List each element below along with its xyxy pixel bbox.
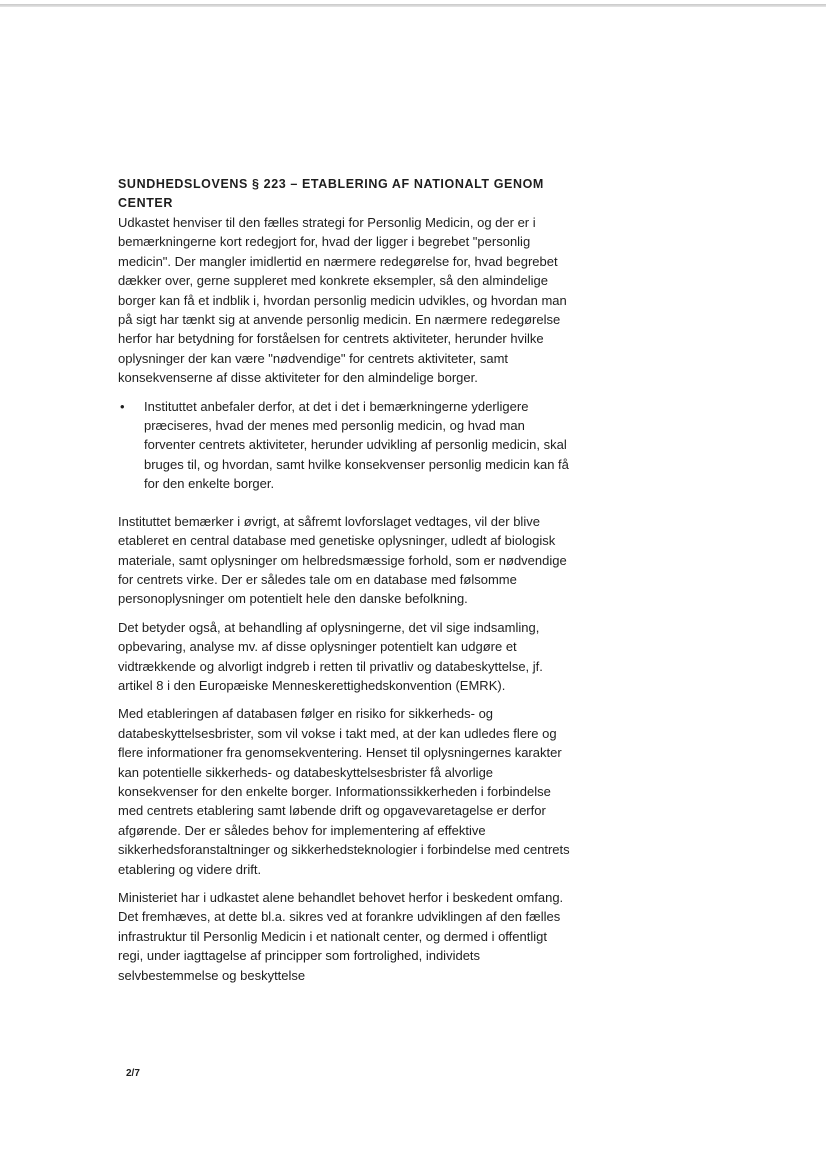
section-heading: SUNDHEDSLOVENS § 223 – ETABLERING AF NATIONALT GENOM CENTER — [118, 177, 544, 210]
body-paragraph: Med etableringen af databasen følger en risiko for sikkerheds- og databeskyttelsesbrister, som vil vokse i takt med, at der kan udledes flere og flere informationer fra genomsekventering. Henset til oplysningernes karakter kan potentielle sikkerheds- og databeskyttelsesbrister få alvorlige konsekvenser for den enkelte borger. Informationssikkerheden i forbindelse med centrets etablering samt løbende drift og opgavevaretagelse er derfor afgørende. Der er således behov for implementering af effektive sikkerhedsforanstaltninger og sikkerhedsteknologier i forbindelse med centrets etablering og videre drift. — [118, 706, 570, 877]
list-item-text: Instituttet anbefaler derfor, at det i det i bemærkningerne yderligere præciseres, hvad der menes med personlig medicin, og hvad man forventer centrets aktiviteter, herunder udvikling af personlig medicin, skal bruges til, og hvordan, samt hvilke konsekvenser personlig medicin kan få for den enkelte borger. — [144, 398, 569, 492]
body-paragraph: Det betyder også, at behandling af oplysningerne, det vil sige indsamling, opbevaring, analyse mv. af disse oplysninger potentielt kan udgøre et vidtrækkende og alvorligt indgreb i retten til privatliv og databeskyttelse, jf. artikel 8 i den Europæiske Menneskerettighedskonvention (EMRK). — [118, 619, 543, 693]
list-item — [120, 397, 570, 494]
body-paragraph: Instituttet bemærker i øvrigt, at såfremt lovforslaget vedtages, vil der blive etableret en central database med genetiske oplysninger, udledt af biologisk materiale, samt oplysninger om helbredsmæssige forhold, som er nødvendige for centrets virke. Der er således tale om en database med følsomme personoplysninger om potentielt hele den danske befolkning. — [118, 513, 567, 607]
intro-paragraph: Udkastet henviser til den fælles strategi for Personlig Medicin, og der er i bemærkningerne kort redegjort for, hvad der ligger i begrebet "personlig medicin". Der mangler imidlertid en nærmere redegørelse for, hvad begrebet dækker over, gerne suppleret med konkrete eksempler, så den almindelige borger kan få et indblik i, hvordan personlig medicin udvikles, og hvordan man på sigt har tænkt sig at anvende personlig medicin. En nærmere redegørelse herfor har betydning for forståelsen for centrets aktiviteter, herunder hvilke oplysninger der kan være "nødvendige" for centrets aktiviteter, samt konsekvenserne af disse aktiviteter for den almindelige borger. — [118, 215, 567, 386]
page-number: 2/7 — [126, 1068, 140, 1079]
document-body — [118, 175, 570, 994]
body-paragraph: Ministeriet har i udkastet alene behandlet behovet herfor i beskedent omfang. Det fremhæves, at dette bl.a. sikres ved at forankre udviklingen af den fælles infrastruktur til Personlig Medicin i et nationalt center, og dermed i offentligt regi, under iagttagelse af principper som fortrolighed, individets selvbestemmelse og beskyttelse — [118, 890, 564, 983]
scan-edge — [0, 4, 826, 7]
recommendation-list — [118, 397, 570, 494]
bullet-icon: • — [120, 398, 125, 414]
